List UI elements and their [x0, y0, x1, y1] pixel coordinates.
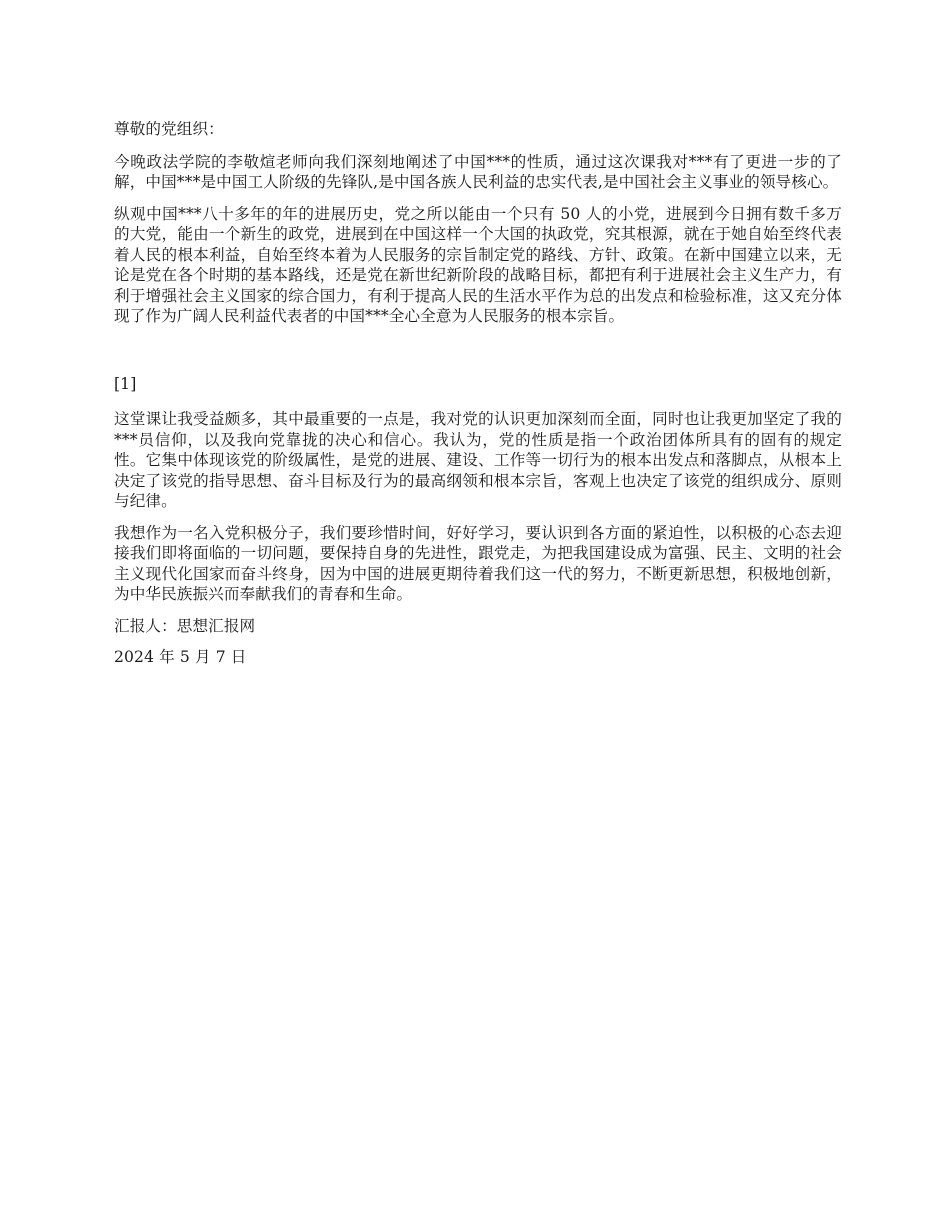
paragraph: 这堂课让我受益颇多，其中最重要的一点是，我对党的认识更加深刻而全面，同时也让我更加坚定了我的***员信仰，以及我向党靠拢的决心和信心。我认为，党的性质是指一个政治团体所具有的固有的规定性。它集中体现该党的阶级属性，是党的进展、建设、工作等一切行为的根本出发点和落脚点，从根本上决定了该党的指导思想、奋斗目标及行为的最高纲领和根本宗旨，客观上也决定了该党的组织成分、原则与纪律。	[114, 410, 842, 510]
section-gap	[114, 338, 842, 374]
reference-mark: [1]	[114, 374, 137, 393]
report-date: 2024 年 5 月 7 日	[114, 648, 247, 666]
paragraph: 今晚政法学院的李敬煊老师向我们深刻地阐述了中国***的性质，通过这次课我对***有了更进一步的了解，中国***是中国工人阶级的先锋队,是中国各族人民利益的忠实代表,是中国社会主义事业的领导核心。	[114, 152, 842, 191]
paragraph: 纵观中国***八十多年的年的进展历史，党之所以能由一个只有 50 人的小党，进展到今日拥有数千多万的大党，能由一个新生的政党，进展到在中国这样一个大国的执政党，究其根源，就在于她自始至终代表着人民的根本利益，自始至终本着为人民服务的宗旨制定党的路线、方针、政策。在新中国建立以来，无论是党在各个时期的基本路线，还是党在新世纪新阶段的战略目标，都把有利于进展社会主义生产力，有利于增强社会主义国家的综合国力，有利于提高人民的生活水平作为总的出发点和检验标准，这又充分体现了作为广阔人民利益代表者的中国***全心全意为人民服务的根本宗旨。	[114, 204, 842, 325]
salutation: 尊敬的党组织：	[114, 120, 224, 138]
document-body	[114, 119, 842, 679]
paragraph: 我想作为一名入党积极分子，我们要珍惜时间，好好学习，要认识到各方面的紧迫性，以积极的心态去迎接我们即将面临的一切问题，要保持自身的先进性，跟党走，为把我国建设成为富强、民主、文明的社会主义现代化国家而奋斗终身，因为中国的进展更期待着我们这一代的努力，不断更新思想，积极地创新，为中华民族振兴而奉献我们的青春和生命。	[114, 523, 842, 603]
reporter-signature: 汇报人：思想汇报网	[114, 616, 256, 635]
